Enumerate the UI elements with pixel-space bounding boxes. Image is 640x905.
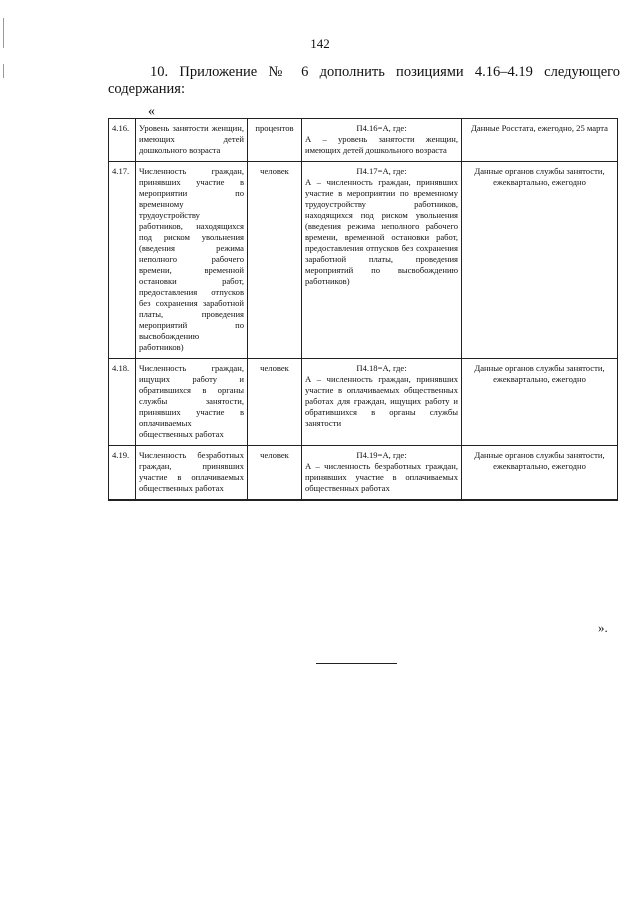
indicator-name: Численность граждан, ищущих работу и обратившихся в органы службы занятости, принявших участие в оплачиваемых общественных работах — [136, 359, 248, 446]
table-row — [109, 359, 618, 446]
formula-head: П4.19=А, где: — [356, 450, 407, 460]
unit-of-measure: процентов — [248, 119, 302, 162]
opening-quote: « — [148, 104, 155, 119]
intro-paragraph — [108, 64, 620, 98]
row-number: 4.19. — [109, 446, 136, 501]
row-number: 4.18. — [109, 359, 136, 446]
formula-description: А – численность граждан, принявших участие в оплачиваемых общественных работах для граждан, ищущих работу и обратившихся в органы службы занятости — [305, 374, 458, 428]
row-number: 4.17. — [109, 162, 136, 359]
end-divider-line — [316, 663, 397, 664]
formula-head: П4.18=А, где: — [356, 363, 407, 373]
indicator-name: Уровень занятости женщин, имеющих детей дошкольного возраста — [136, 119, 248, 162]
indicator-name: Численность граждан, принявших участие в мероприятии по временному трудоустройству работников, находящихся под риском увольнения (введения режима неполного рабочего времени, временной остановки работ, предоставления отпусков без сохранения заработной платы, проведения мероприятий по высвобождению работников) — [136, 162, 248, 359]
table-row — [109, 119, 618, 162]
formula-description: А – численность граждан, принявших участие в мероприятии по временному трудоустройству работников, находящихся под риском увольнения (введения режима неполного рабочего времени, временной остановки работ, предоставления отпусков без сохранения заработной платы, проведения мероприятий по высвобождению работников) — [305, 177, 458, 286]
intro-line-2: содержания: — [108, 81, 186, 97]
formula-cell — [302, 446, 462, 501]
data-source: Данные органов службы занятости, ежеквартально, ежегодно — [462, 446, 618, 501]
indicator-name: Численность безработных граждан, принявших участие в оплачиваемых общественных работах — [136, 446, 248, 501]
closing-quote: ». — [598, 620, 608, 635]
unit-of-measure: человек — [248, 359, 302, 446]
data-source: Данные органов службы занятости, ежеквартально, ежегодно — [462, 162, 618, 359]
table-row — [109, 446, 618, 501]
intro-line-1: 10. Приложение № 6 дополнить позициями 4.16–4.19 следующего — [150, 64, 620, 80]
formula-head: П4.16=А, где: — [356, 123, 407, 133]
formula-cell — [302, 119, 462, 162]
unit-of-measure: человек — [248, 162, 302, 359]
positions-table — [108, 118, 618, 501]
table-row — [109, 162, 618, 359]
page-number: 142 — [310, 36, 330, 51]
formula-description: А – численность безработных граждан, принявших участие в оплачиваемых общественных работах — [305, 461, 458, 493]
formula-cell — [302, 359, 462, 446]
unit-of-measure: человек — [248, 446, 302, 501]
formula-cell — [302, 162, 462, 359]
formula-description: А – уровень занятости женщин, имеющих детей дошкольного возраста — [305, 134, 458, 155]
formula-head: П4.17=А, где: — [356, 166, 407, 176]
data-source: Данные органов службы занятости, ежеквартально, ежегодно — [462, 359, 618, 446]
data-source: Данные Росстата, ежегодно, 25 марта — [462, 119, 618, 162]
scan-edge-mark — [3, 64, 4, 78]
row-number: 4.16. — [109, 119, 136, 162]
